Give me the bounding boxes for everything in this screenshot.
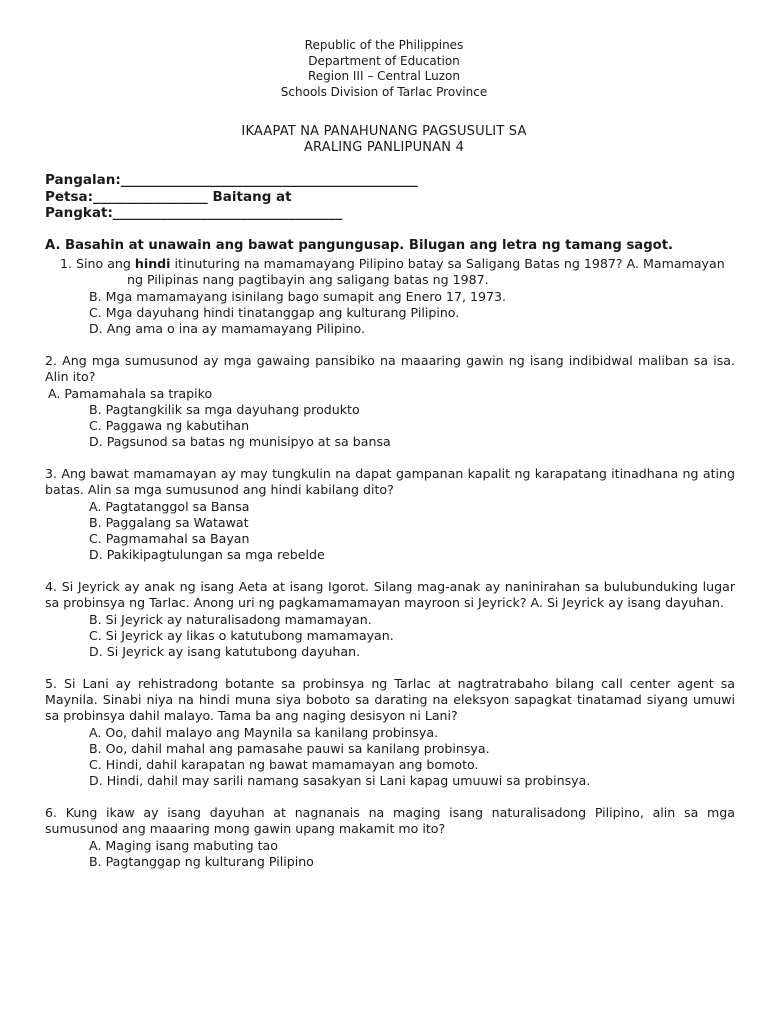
question-3-option-c: C. Pagmamahal sa Bayan: [89, 531, 250, 546]
date-grade-field: Petsa:_________________ Baitang at: [45, 188, 292, 205]
question-1-pre: 1. Sino ang: [60, 256, 135, 271]
question-4-option-b: B. Si Jeyrick ay naturalisadong mamamayan.: [89, 612, 372, 627]
question-1-stem: [45, 256, 735, 288]
question-4-option-c: C. Si Jeyrick ay likas o katutubong mamamayan.: [89, 628, 394, 643]
question-2-option-b: B. Pagtangkilik sa mga dayuhang produkto: [89, 402, 360, 417]
exam-title-line1: IKAAPAT NA PANAHUNANG PAGSUSULIT SA: [241, 124, 527, 139]
exam-title: [0, 124, 768, 156]
question-4: [45, 579, 735, 660]
question-5: [45, 676, 735, 789]
question-5-option-d: D. Hindi, dahil may sarili namang sasakyan si Lani kapag umuuwi sa probinsya.: [89, 773, 591, 788]
question-3: [45, 466, 735, 563]
question-2-stem: 2. Ang mga sumusunod ay mga gawaing pansibiko na maaaring gawin ng isang indibidwal maliban sa isa. Alin ito?: [45, 353, 735, 384]
question-1-option-c: C. Mga dayuhang hindi tinatanggap ang kulturang Pilipino.: [89, 305, 460, 320]
question-3-option-b: B. Paggalang sa Watawat: [89, 515, 249, 530]
question-3-option-d: D. Pakikipagtulungan sa mga rebelde: [89, 547, 325, 562]
question-1-post: itinuturing na mamamayang Pilipino batay sa Saligang Batas ng 1987? A. Mamamayan ng Pilipinas nang pagtibayin ang saligang batas ng 1987.: [127, 256, 725, 287]
question-6: [45, 805, 735, 870]
question-1-option-d: D. Ang ama o ina ay mamamayang Pilipino.: [89, 321, 365, 336]
header-republic: Republic of the Philippines: [304, 38, 464, 52]
question-1-emphasis: hindi: [134, 256, 171, 271]
question-6-option-b: B. Pagtanggap ng kulturang Pilipino: [89, 854, 314, 869]
question-4-option-d: D. Si Jeyrick ay isang katutubong dayuhan.: [89, 644, 361, 659]
header-region: Region III – Central Luzon: [308, 69, 460, 83]
question-5-option-c: C. Hindi, dahil karapatan ng bawat mamamayan ang bomoto.: [89, 757, 479, 772]
header-division: Schools Division of Tarlac Province: [280, 84, 488, 99]
exam-title-line2: ARALING PANLIPUNAN 4: [303, 140, 465, 155]
letterhead: [0, 38, 768, 100]
section-field: Pangkat:__________________________________: [45, 205, 343, 221]
questions: [45, 256, 735, 886]
question-6-stem: 6. Kung ikaw ay isang dayuhan at nagnanais na maging isang naturalisadong Pilipino, alin sa mga sumusunod ang maaaring mong gawin upang makamit mo ito?: [45, 805, 735, 836]
question-6-option-a: A. Maging isang mabuting tao: [89, 838, 278, 853]
instruction: A. Basahin at unawain ang bawat pangungusap. Bilugan ang letra ng tamang sagot.: [45, 238, 674, 253]
header-department: Department of Education: [308, 53, 460, 68]
question-5-option-a: A. Oo, dahil malayo ang Maynila sa kanilang probinsya.: [89, 725, 439, 740]
question-2-option-d: D. Pagsunod sa batas ng munisipyo at sa bansa: [89, 434, 391, 449]
question-2-option-a: A. Pamamahala sa trapiko: [48, 386, 213, 401]
question-2-option-c: C. Paggawa ng kabutihan: [89, 418, 250, 433]
question-3-stem: 3. Ang bawat mamamayan ay may tungkulin na dapat gampanan kapalit ng karapatang itinadhana ng ating batas. Alin sa mga sumusunod ang hindi kabilang dito?: [45, 466, 735, 497]
question-1-option-b: B. Mga mamamayang isinilang bago sumapit ang Enero 17, 1973.: [89, 289, 507, 304]
question-2: [45, 353, 735, 450]
student-info: [45, 172, 418, 222]
name-field: Pangalan:____________________________________________: [45, 172, 418, 188]
question-5-stem: 5. Si Lani ay rehistradong botante sa probinsya ng Tarlac at nagtratrabaho bilang call center agent sa Maynila. Sinabi niya na hindi muna siya boboto sa darating na eleksyon sapagkat tinatamad siyang umuwi sa probinsya dahil malayo. Tama ba ang naging desisyon ni Lani?: [45, 676, 735, 723]
question-5-option-b: B. Oo, dahil mahal ang pamasahe pauwi sa kanilang probinsya.: [89, 741, 490, 756]
question-3-option-a: A. Pagtatanggol sa Bansa: [89, 499, 250, 514]
question-4-stem: 4. Si Jeyrick ay anak ng isang Aeta at isang Igorot. Silang mag-anak ay naninirahan sa bulubunduking lugar sa probinsya ng Tarlac. Anong uri ng pagkamamamayan mayroon si Jeyrick? A. Si Jeyrick ay isang dayuhan.: [45, 579, 735, 610]
question-1: [45, 256, 735, 337]
